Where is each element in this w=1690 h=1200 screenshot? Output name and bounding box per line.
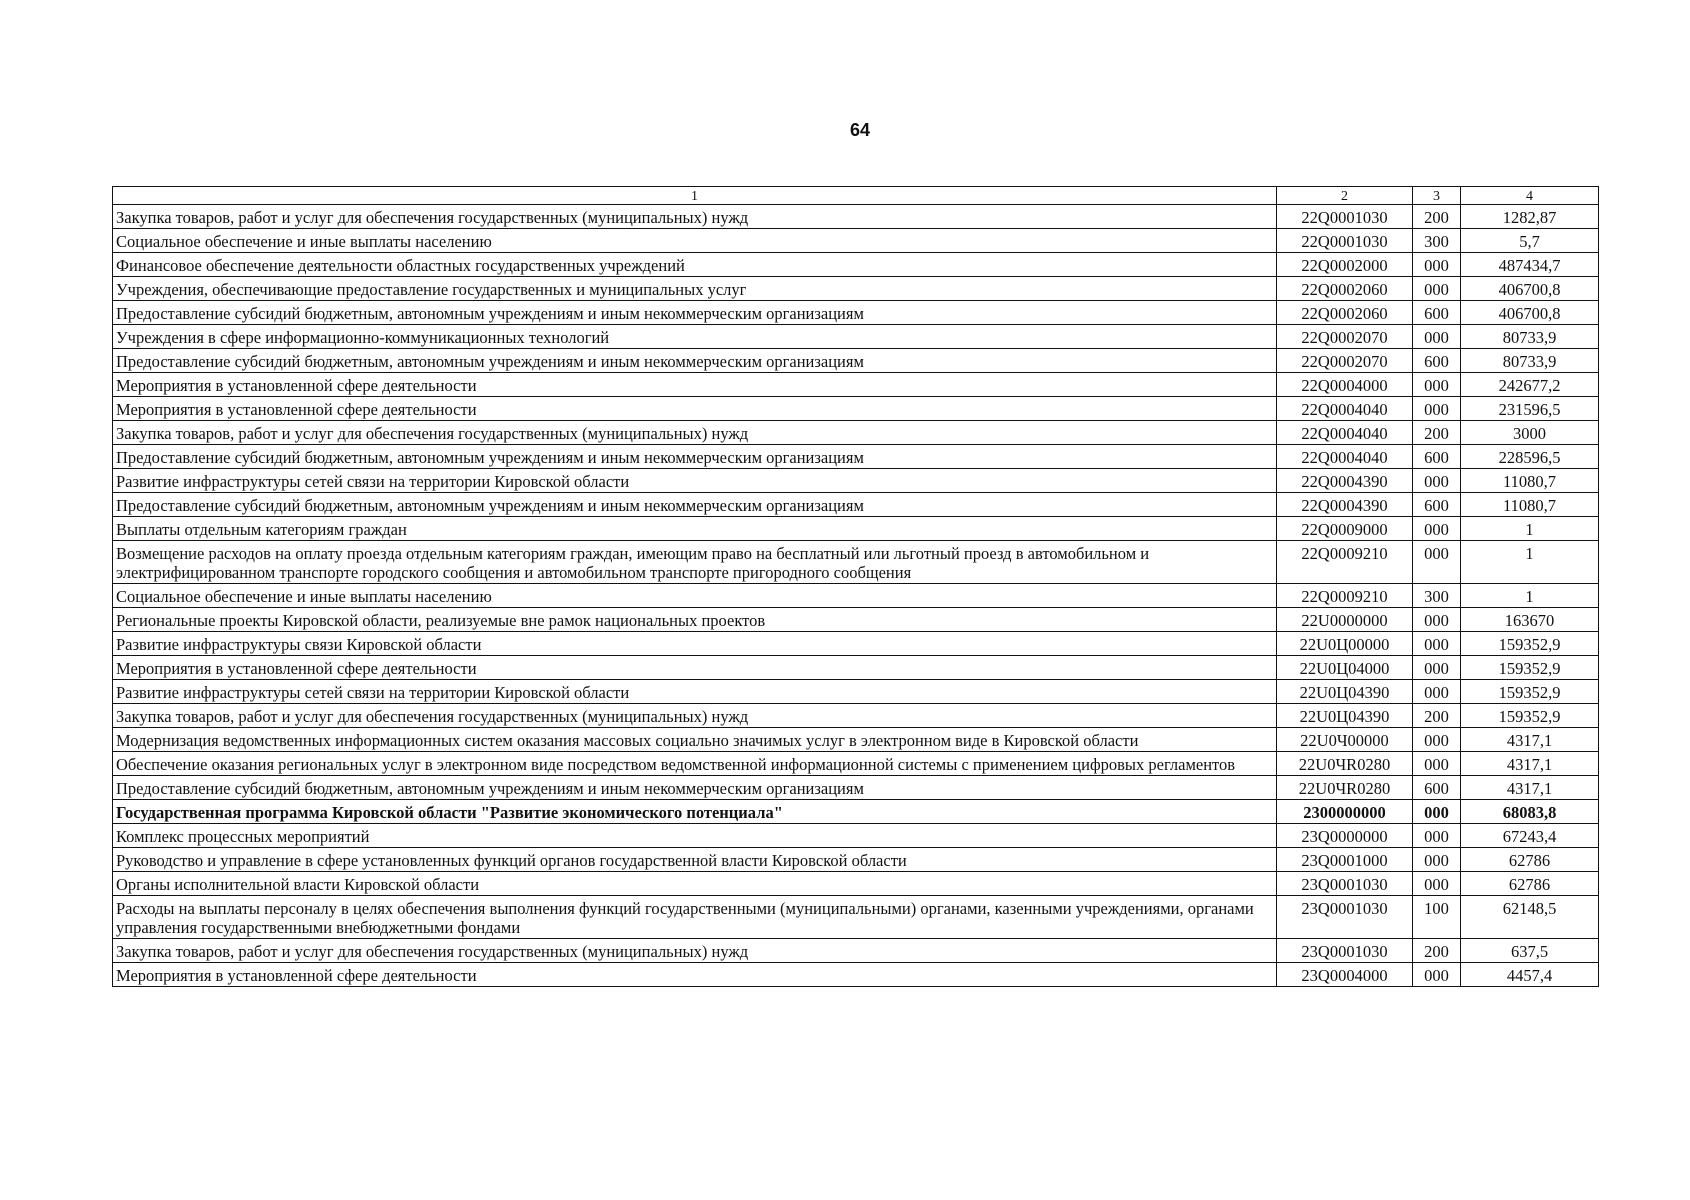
row-sum-cell: 406700,8	[1461, 301, 1599, 325]
table-row	[113, 325, 1599, 349]
row-type-cell: 000	[1413, 608, 1461, 632]
row-code-cell: 22Q0004000	[1277, 373, 1413, 397]
row-name-cell: Предоставление субсидий бюджетным, автономным учреждениям и иным некоммерческим организациям	[113, 349, 1277, 373]
row-type-cell: 200	[1413, 939, 1461, 963]
row-code-cell: 22Q0002070	[1277, 325, 1413, 349]
row-name-cell: Мероприятия в установленной сфере деятельности	[113, 963, 1277, 987]
row-type-cell: 000	[1413, 277, 1461, 301]
row-type-cell: 300	[1413, 584, 1461, 608]
row-type-cell: 000	[1413, 469, 1461, 493]
table-row	[113, 752, 1599, 776]
row-code-cell: 23Q0001000	[1277, 848, 1413, 872]
header-col-2: 2	[1277, 187, 1413, 205]
row-code-cell: 22U0000000	[1277, 608, 1413, 632]
row-sum-cell: 163670	[1461, 608, 1599, 632]
row-sum-cell: 62786	[1461, 872, 1599, 896]
table-row	[113, 680, 1599, 704]
row-sum-cell: 4317,1	[1461, 728, 1599, 752]
row-code-cell: 22Q0002060	[1277, 277, 1413, 301]
row-code-cell: 22Q0002060	[1277, 301, 1413, 325]
row-sum-cell: 242677,2	[1461, 373, 1599, 397]
table-row	[113, 963, 1599, 987]
row-sum-cell: 406700,8	[1461, 277, 1599, 301]
row-code-cell: 22Q0004040	[1277, 397, 1413, 421]
row-name-cell: Развитие инфраструктуры сетей связи на территории Кировской области	[113, 469, 1277, 493]
row-type-cell: 600	[1413, 349, 1461, 373]
table-row	[113, 608, 1599, 632]
row-sum-cell: 4457,4	[1461, 963, 1599, 987]
row-code-cell: 23Q0000000	[1277, 824, 1413, 848]
row-type-cell: 000	[1413, 397, 1461, 421]
row-type-cell: 000	[1413, 680, 1461, 704]
row-sum-cell: 3000	[1461, 421, 1599, 445]
table-row	[113, 848, 1599, 872]
row-name-cell: Закупка товаров, работ и услуг для обеспечения государственных (муниципальных) нужд	[113, 205, 1277, 229]
row-type-cell: 200	[1413, 205, 1461, 229]
row-sum-cell: 11080,7	[1461, 469, 1599, 493]
row-name-cell: Руководство и управление в сфере установленных функций органов государственной власти Кировской области	[113, 848, 1277, 872]
row-sum-cell: 11080,7	[1461, 493, 1599, 517]
row-code-cell: 22U0Ц04000	[1277, 656, 1413, 680]
row-code-cell: 22Q0009210	[1277, 541, 1413, 584]
row-type-cell: 000	[1413, 963, 1461, 987]
row-type-cell: 200	[1413, 704, 1461, 728]
table-row	[113, 229, 1599, 253]
row-sum-cell: 159352,9	[1461, 680, 1599, 704]
row-sum-cell: 67243,4	[1461, 824, 1599, 848]
row-type-cell: 300	[1413, 229, 1461, 253]
row-sum-cell: 4317,1	[1461, 776, 1599, 800]
row-sum-cell: 228596,5	[1461, 445, 1599, 469]
row-sum-cell: 1	[1461, 541, 1599, 584]
row-name-cell: Учреждения в сфере информационно-коммуникационных технологий	[113, 325, 1277, 349]
budget-table	[112, 186, 1599, 987]
table-row	[113, 776, 1599, 800]
table-row	[113, 469, 1599, 493]
row-name-cell: Учреждения, обеспечивающие предоставление государственных и муниципальных услуг	[113, 277, 1277, 301]
table-row	[113, 939, 1599, 963]
row-sum-cell: 487434,7	[1461, 253, 1599, 277]
row-name-cell: Мероприятия в установленной сфере деятельности	[113, 397, 1277, 421]
row-type-cell: 000	[1413, 541, 1461, 584]
table-row	[113, 632, 1599, 656]
row-type-cell: 000	[1413, 253, 1461, 277]
row-type-cell: 000	[1413, 728, 1461, 752]
row-name-cell: Возмещение расходов на оплату проезда отдельным категориям граждан, имеющим право на бесплатный или льготный проезд в автомобильном и электрифицированном транспорте городского сообщения и автомобильном транспорте пригородного сообщения	[113, 541, 1277, 584]
table-row	[113, 800, 1599, 824]
row-sum-cell: 231596,5	[1461, 397, 1599, 421]
row-code-cell: 22Q0004040	[1277, 421, 1413, 445]
row-code-cell: 22Q0002000	[1277, 253, 1413, 277]
row-type-cell: 600	[1413, 445, 1461, 469]
row-name-cell: Социальное обеспечение и иные выплаты населению	[113, 584, 1277, 608]
row-code-cell: 22Q0004390	[1277, 493, 1413, 517]
header-col-4: 4	[1461, 187, 1599, 205]
row-name-cell: Государственная программа Кировской области "Развитие экономического потенциала"	[113, 800, 1277, 824]
table-row	[113, 445, 1599, 469]
table-row	[113, 205, 1599, 229]
table-row	[113, 301, 1599, 325]
row-code-cell: 23Q0001030	[1277, 939, 1413, 963]
table-row	[113, 824, 1599, 848]
row-type-cell: 000	[1413, 752, 1461, 776]
row-code-cell: 22Q0001030	[1277, 229, 1413, 253]
row-code-cell: 23Q0004000	[1277, 963, 1413, 987]
table-row	[113, 872, 1599, 896]
table-row	[113, 493, 1599, 517]
row-code-cell: 2300000000	[1277, 800, 1413, 824]
row-name-cell: Предоставление субсидий бюджетным, автономным учреждениям и иным некоммерческим организациям	[113, 301, 1277, 325]
row-code-cell: 22U0ЧR0280	[1277, 752, 1413, 776]
row-code-cell: 22U0ЧR0280	[1277, 776, 1413, 800]
row-sum-cell: 159352,9	[1461, 632, 1599, 656]
row-name-cell: Модернизация ведомственных информационных систем оказания массовых социально значимых услуг в электронном виде в Кировской области	[113, 728, 1277, 752]
table-row	[113, 277, 1599, 301]
row-name-cell: Обеспечение оказания региональных услуг в электронном виде посредством ведомственной информационной системы с применением цифровых регламентов	[113, 752, 1277, 776]
row-type-cell: 600	[1413, 776, 1461, 800]
table-row	[113, 421, 1599, 445]
table-row	[113, 253, 1599, 277]
row-type-cell: 000	[1413, 800, 1461, 824]
row-name-cell: Мероприятия в установленной сфере деятельности	[113, 373, 1277, 397]
row-name-cell: Финансовое обеспечение деятельности областных государственных учреждений	[113, 253, 1277, 277]
table-header-row	[113, 187, 1599, 205]
table-row	[113, 517, 1599, 541]
row-name-cell: Развитие инфраструктуры связи Кировской области	[113, 632, 1277, 656]
row-sum-cell: 62786	[1461, 848, 1599, 872]
row-name-cell: Расходы на выплаты персоналу в целях обеспечения выполнения функций государственными (муниципальными) органами, казенными учреждениями, органами управления государственными внебюджетными фондами	[113, 896, 1277, 939]
row-code-cell: 22Q0004040	[1277, 445, 1413, 469]
row-code-cell: 22U0Ц04390	[1277, 704, 1413, 728]
row-type-cell: 000	[1413, 656, 1461, 680]
row-code-cell: 22U0Ч00000	[1277, 728, 1413, 752]
row-code-cell: 22U0Ц00000	[1277, 632, 1413, 656]
table-row	[113, 656, 1599, 680]
row-sum-cell: 80733,9	[1461, 349, 1599, 373]
row-sum-cell: 1282,87	[1461, 205, 1599, 229]
page-number: 64	[849, 120, 871, 140]
table-row	[113, 584, 1599, 608]
row-sum-cell: 159352,9	[1461, 704, 1599, 728]
row-code-cell: 22Q0009210	[1277, 584, 1413, 608]
table-row	[113, 704, 1599, 728]
row-name-cell: Предоставление субсидий бюджетным, автономным учреждениям и иным некоммерческим организациям	[113, 493, 1277, 517]
row-sum-cell: 1	[1461, 584, 1599, 608]
row-name-cell: Мероприятия в установленной сфере деятельности	[113, 656, 1277, 680]
row-name-cell: Предоставление субсидий бюджетным, автономным учреждениям и иным некоммерческим организациям	[113, 776, 1277, 800]
row-type-cell: 000	[1413, 824, 1461, 848]
table-row	[113, 728, 1599, 752]
row-sum-cell: 4317,1	[1461, 752, 1599, 776]
table-row	[113, 397, 1599, 421]
row-name-cell: Комплекс процессных мероприятий	[113, 824, 1277, 848]
row-name-cell: Закупка товаров, работ и услуг для обеспечения государственных (муниципальных) нужд	[113, 939, 1277, 963]
row-sum-cell: 159352,9	[1461, 656, 1599, 680]
row-code-cell: 22Q0009000	[1277, 517, 1413, 541]
header-col-1: 1	[113, 187, 1277, 205]
table-row	[113, 373, 1599, 397]
row-type-cell: 200	[1413, 421, 1461, 445]
table-row	[113, 896, 1599, 939]
row-name-cell: Органы исполнительной власти Кировской области	[113, 872, 1277, 896]
row-name-cell: Закупка товаров, работ и услуг для обеспечения государственных (муниципальных) нужд	[113, 421, 1277, 445]
row-type-cell: 600	[1413, 301, 1461, 325]
row-sum-cell: 637,5	[1461, 939, 1599, 963]
row-type-cell: 000	[1413, 517, 1461, 541]
row-type-cell: 000	[1413, 373, 1461, 397]
row-sum-cell: 1	[1461, 517, 1599, 541]
row-code-cell: 22Q0002070	[1277, 349, 1413, 373]
row-sum-cell: 68083,8	[1461, 800, 1599, 824]
row-code-cell: 22U0Ц04390	[1277, 680, 1413, 704]
row-type-cell: 000	[1413, 325, 1461, 349]
row-name-cell: Региональные проекты Кировской области, реализуемые вне рамок национальных проектов	[113, 608, 1277, 632]
row-name-cell: Предоставление субсидий бюджетным, автономным учреждениям и иным некоммерческим организациям	[113, 445, 1277, 469]
table-row	[113, 541, 1599, 584]
table-row	[113, 349, 1599, 373]
row-type-cell: 000	[1413, 872, 1461, 896]
row-name-cell: Закупка товаров, работ и услуг для обеспечения государственных (муниципальных) нужд	[113, 704, 1277, 728]
row-sum-cell: 62148,5	[1461, 896, 1599, 939]
row-name-cell: Выплаты отдельным категориям граждан	[113, 517, 1277, 541]
row-type-cell: 600	[1413, 493, 1461, 517]
row-sum-cell: 80733,9	[1461, 325, 1599, 349]
row-code-cell: 22Q0001030	[1277, 205, 1413, 229]
row-code-cell: 22Q0004390	[1277, 469, 1413, 493]
row-code-cell: 23Q0001030	[1277, 872, 1413, 896]
row-code-cell: 23Q0001030	[1277, 896, 1413, 939]
row-type-cell: 100	[1413, 896, 1461, 939]
row-type-cell: 000	[1413, 632, 1461, 656]
row-type-cell: 000	[1413, 848, 1461, 872]
header-col-3: 3	[1413, 187, 1461, 205]
row-name-cell: Развитие инфраструктуры сетей связи на территории Кировской области	[113, 680, 1277, 704]
row-sum-cell: 5,7	[1461, 229, 1599, 253]
row-name-cell: Социальное обеспечение и иные выплаты населению	[113, 229, 1277, 253]
